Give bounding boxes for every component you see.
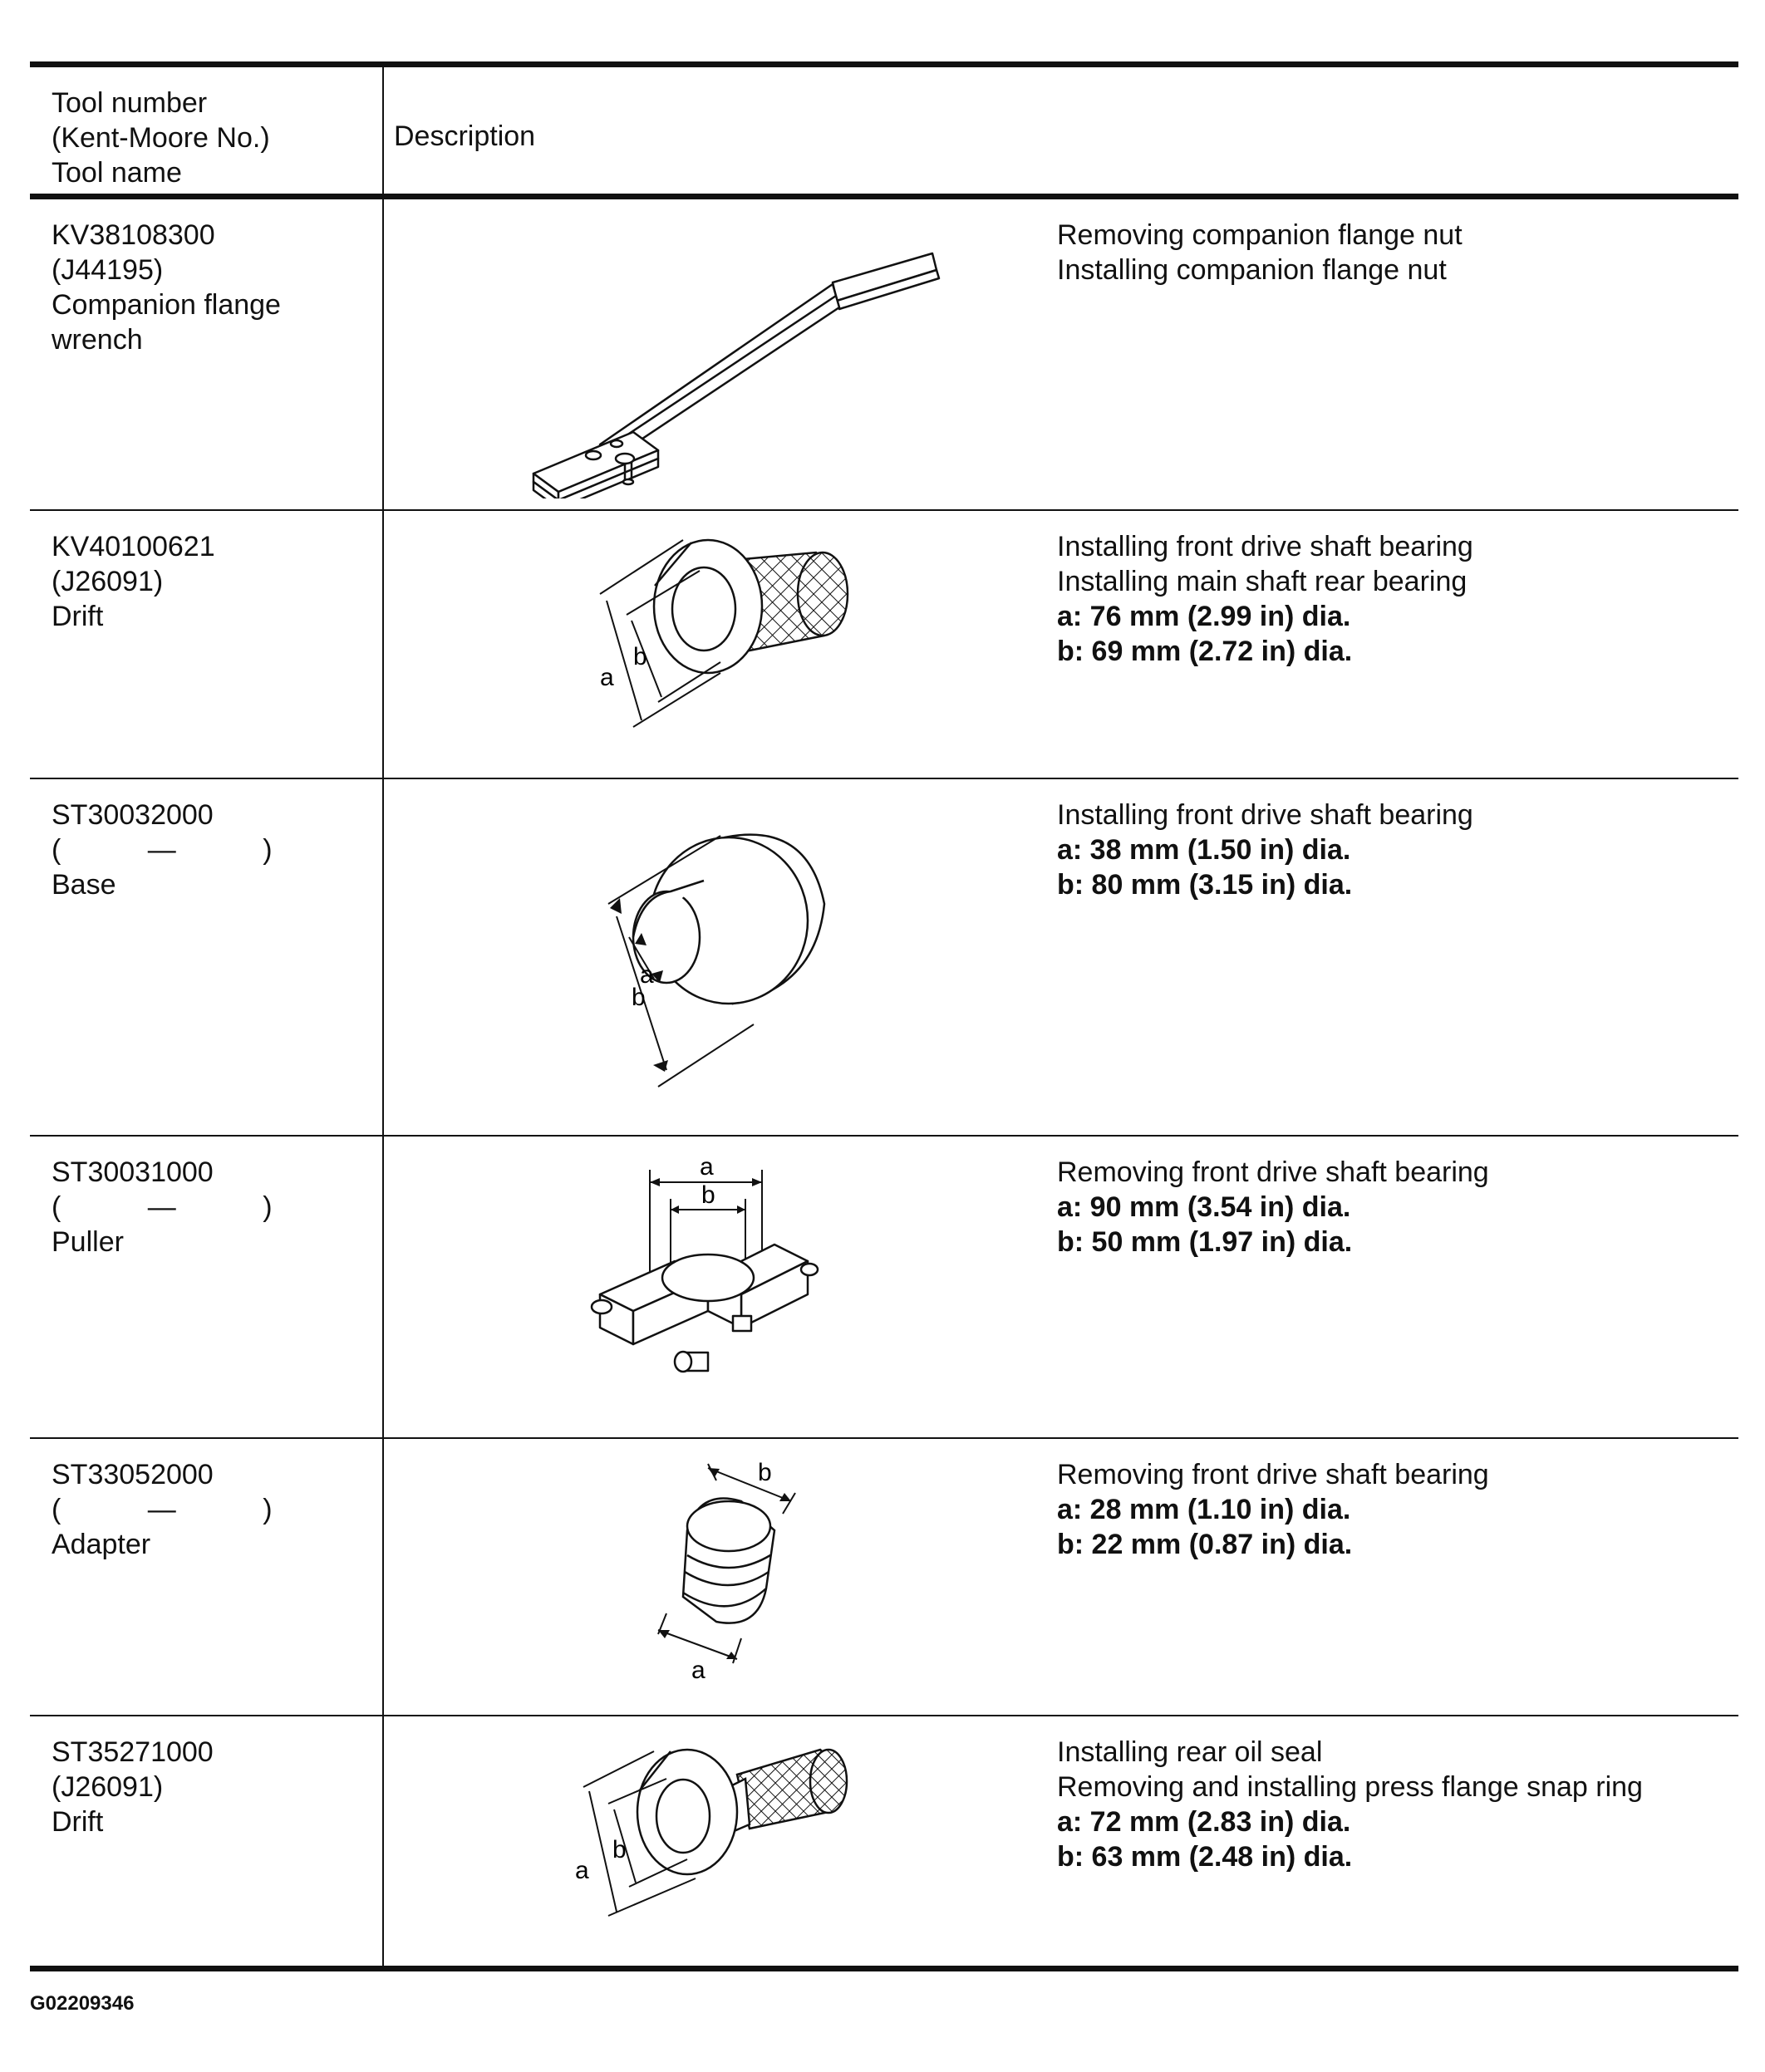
tool-name: Drift [52, 1805, 104, 1838]
kent-moore-number: (J26091) [52, 565, 164, 597]
dimension-b: b: 50 mm (1.97 in) dia. [1057, 1225, 1353, 1258]
kent-moore-open: ( [52, 833, 61, 866]
tool-number: ST33052000 [52, 1458, 214, 1490]
dimension-b: b: 63 mm (2.48 in) dia. [1057, 1840, 1353, 1873]
tool-number: ST35271000 [52, 1736, 214, 1768]
kent-moore-number [52, 1190, 382, 1225]
dimension-label-a: a [640, 960, 654, 989]
tool-description-cell [383, 1716, 1738, 1969]
puller-illustration [583, 1153, 849, 1411]
header-tool-number: Tool number [52, 87, 208, 119]
tool-description [1057, 218, 1463, 287]
dimension-a: a: 72 mm (2.83 in) dia. [1057, 1805, 1351, 1838]
tool-id-cell [30, 510, 383, 778]
kent-moore-close: ) [263, 1493, 273, 1525]
table-row [30, 510, 1738, 778]
dimension-a: a: 28 mm (1.10 in) dia. [1057, 1493, 1351, 1525]
tool-description [1057, 1155, 1489, 1259]
tool-id-cell [30, 778, 383, 1136]
header-tool-column [30, 65, 383, 197]
dimension-label-b: b [701, 1181, 715, 1209]
description-line: Removing and installing press flange snap ring [1057, 1770, 1643, 1803]
tool-description-cell [383, 1136, 1738, 1438]
tool-name: Base [52, 868, 116, 901]
tool-description-cell [383, 778, 1738, 1136]
description-line: Removing front drive shaft bearing [1057, 1156, 1489, 1188]
dimension-label-a: a [575, 1856, 589, 1884]
special-tools-sheet [30, 61, 1738, 1971]
tool-number: KV40100621 [52, 530, 215, 562]
tool-description [1057, 1457, 1489, 1562]
tool-name-cont: wrench [52, 324, 143, 356]
kent-moore-dash: — [147, 1493, 176, 1525]
drift-illustration [571, 1733, 853, 1932]
kent-moore-number: (J44195) [52, 254, 164, 286]
description-line: Installing companion flange nut [1057, 254, 1447, 286]
dimension-label-b: b [758, 1458, 772, 1486]
tool-description [1057, 529, 1473, 669]
table-row [30, 1136, 1738, 1438]
tool-name: Puller [52, 1225, 124, 1258]
tool-id-cell [30, 1716, 383, 1969]
description-line: Removing companion flange nut [1057, 219, 1463, 251]
tool-id-cell [30, 197, 383, 510]
dimension-label-b: b [633, 642, 647, 670]
table-row [30, 1438, 1738, 1716]
dimension-label-b: b [632, 983, 646, 1011]
kent-moore-number [52, 832, 382, 867]
kent-moore-dash: — [147, 1191, 176, 1223]
table-row [30, 197, 1738, 510]
dimension-b: b: 22 mm (0.87 in) dia. [1057, 1528, 1353, 1560]
header-description-column [383, 65, 1738, 197]
kent-moore-close: ) [263, 833, 273, 866]
dimension-label-a: a [700, 1152, 714, 1181]
description-line: Removing front drive shaft bearing [1057, 1458, 1489, 1490]
companion-flange-wrench-illustration [500, 233, 966, 498]
kent-moore-open: ( [52, 1191, 61, 1223]
tool-number: ST30031000 [52, 1156, 214, 1188]
figure-id: G02209346 [30, 1992, 135, 2015]
kent-moore-open: ( [52, 1493, 61, 1525]
dimension-a: a: 90 mm (3.54 in) dia. [1057, 1191, 1351, 1223]
tool-number: KV38108300 [52, 219, 215, 251]
tool-id-cell [30, 1136, 383, 1438]
tool-description-cell [383, 1438, 1738, 1716]
table-header-row [30, 65, 1738, 197]
header-kent-moore: (Kent-Moore No.) [52, 122, 270, 154]
tool-name: Companion flange [52, 289, 281, 321]
description-line: Installing front drive shaft bearing [1057, 530, 1473, 562]
kent-moore-number: (J26091) [52, 1770, 164, 1803]
tool-name: Drift [52, 600, 104, 632]
tool-description-cell [383, 197, 1738, 510]
description-line: Installing rear oil seal [1057, 1736, 1323, 1768]
description-line: Installing main shaft rear bearing [1057, 565, 1468, 597]
special-tools-table [30, 61, 1738, 1971]
dimension-label-a: a [600, 663, 614, 691]
description-line: Installing front drive shaft bearing [1057, 798, 1473, 831]
adapter-illustration [650, 1456, 833, 1680]
kent-moore-close: ) [263, 1191, 273, 1223]
tool-id-cell [30, 1438, 383, 1716]
tool-description-cell [383, 510, 1738, 778]
header-tool-name: Tool name [52, 157, 182, 189]
header-description: Description [394, 120, 536, 152]
kent-moore-dash: — [147, 833, 176, 866]
table-row [30, 1716, 1738, 1969]
tool-description [1057, 798, 1473, 902]
drift-illustration [575, 536, 858, 752]
base-illustration [592, 813, 858, 1095]
dimension-a: a: 38 mm (1.50 in) dia. [1057, 833, 1351, 866]
dimension-b: b: 80 mm (3.15 in) dia. [1057, 868, 1353, 901]
dimension-label-a: a [691, 1656, 706, 1680]
kent-moore-number [52, 1492, 382, 1527]
tool-number: ST30032000 [52, 798, 214, 831]
table-row [30, 778, 1738, 1136]
dimension-a: a: 76 mm (2.99 in) dia. [1057, 600, 1351, 632]
tool-name: Adapter [52, 1528, 151, 1560]
dimension-label-b: b [612, 1835, 627, 1863]
dimension-b: b: 69 mm (2.72 in) dia. [1057, 635, 1353, 667]
tool-description [1057, 1735, 1643, 1874]
